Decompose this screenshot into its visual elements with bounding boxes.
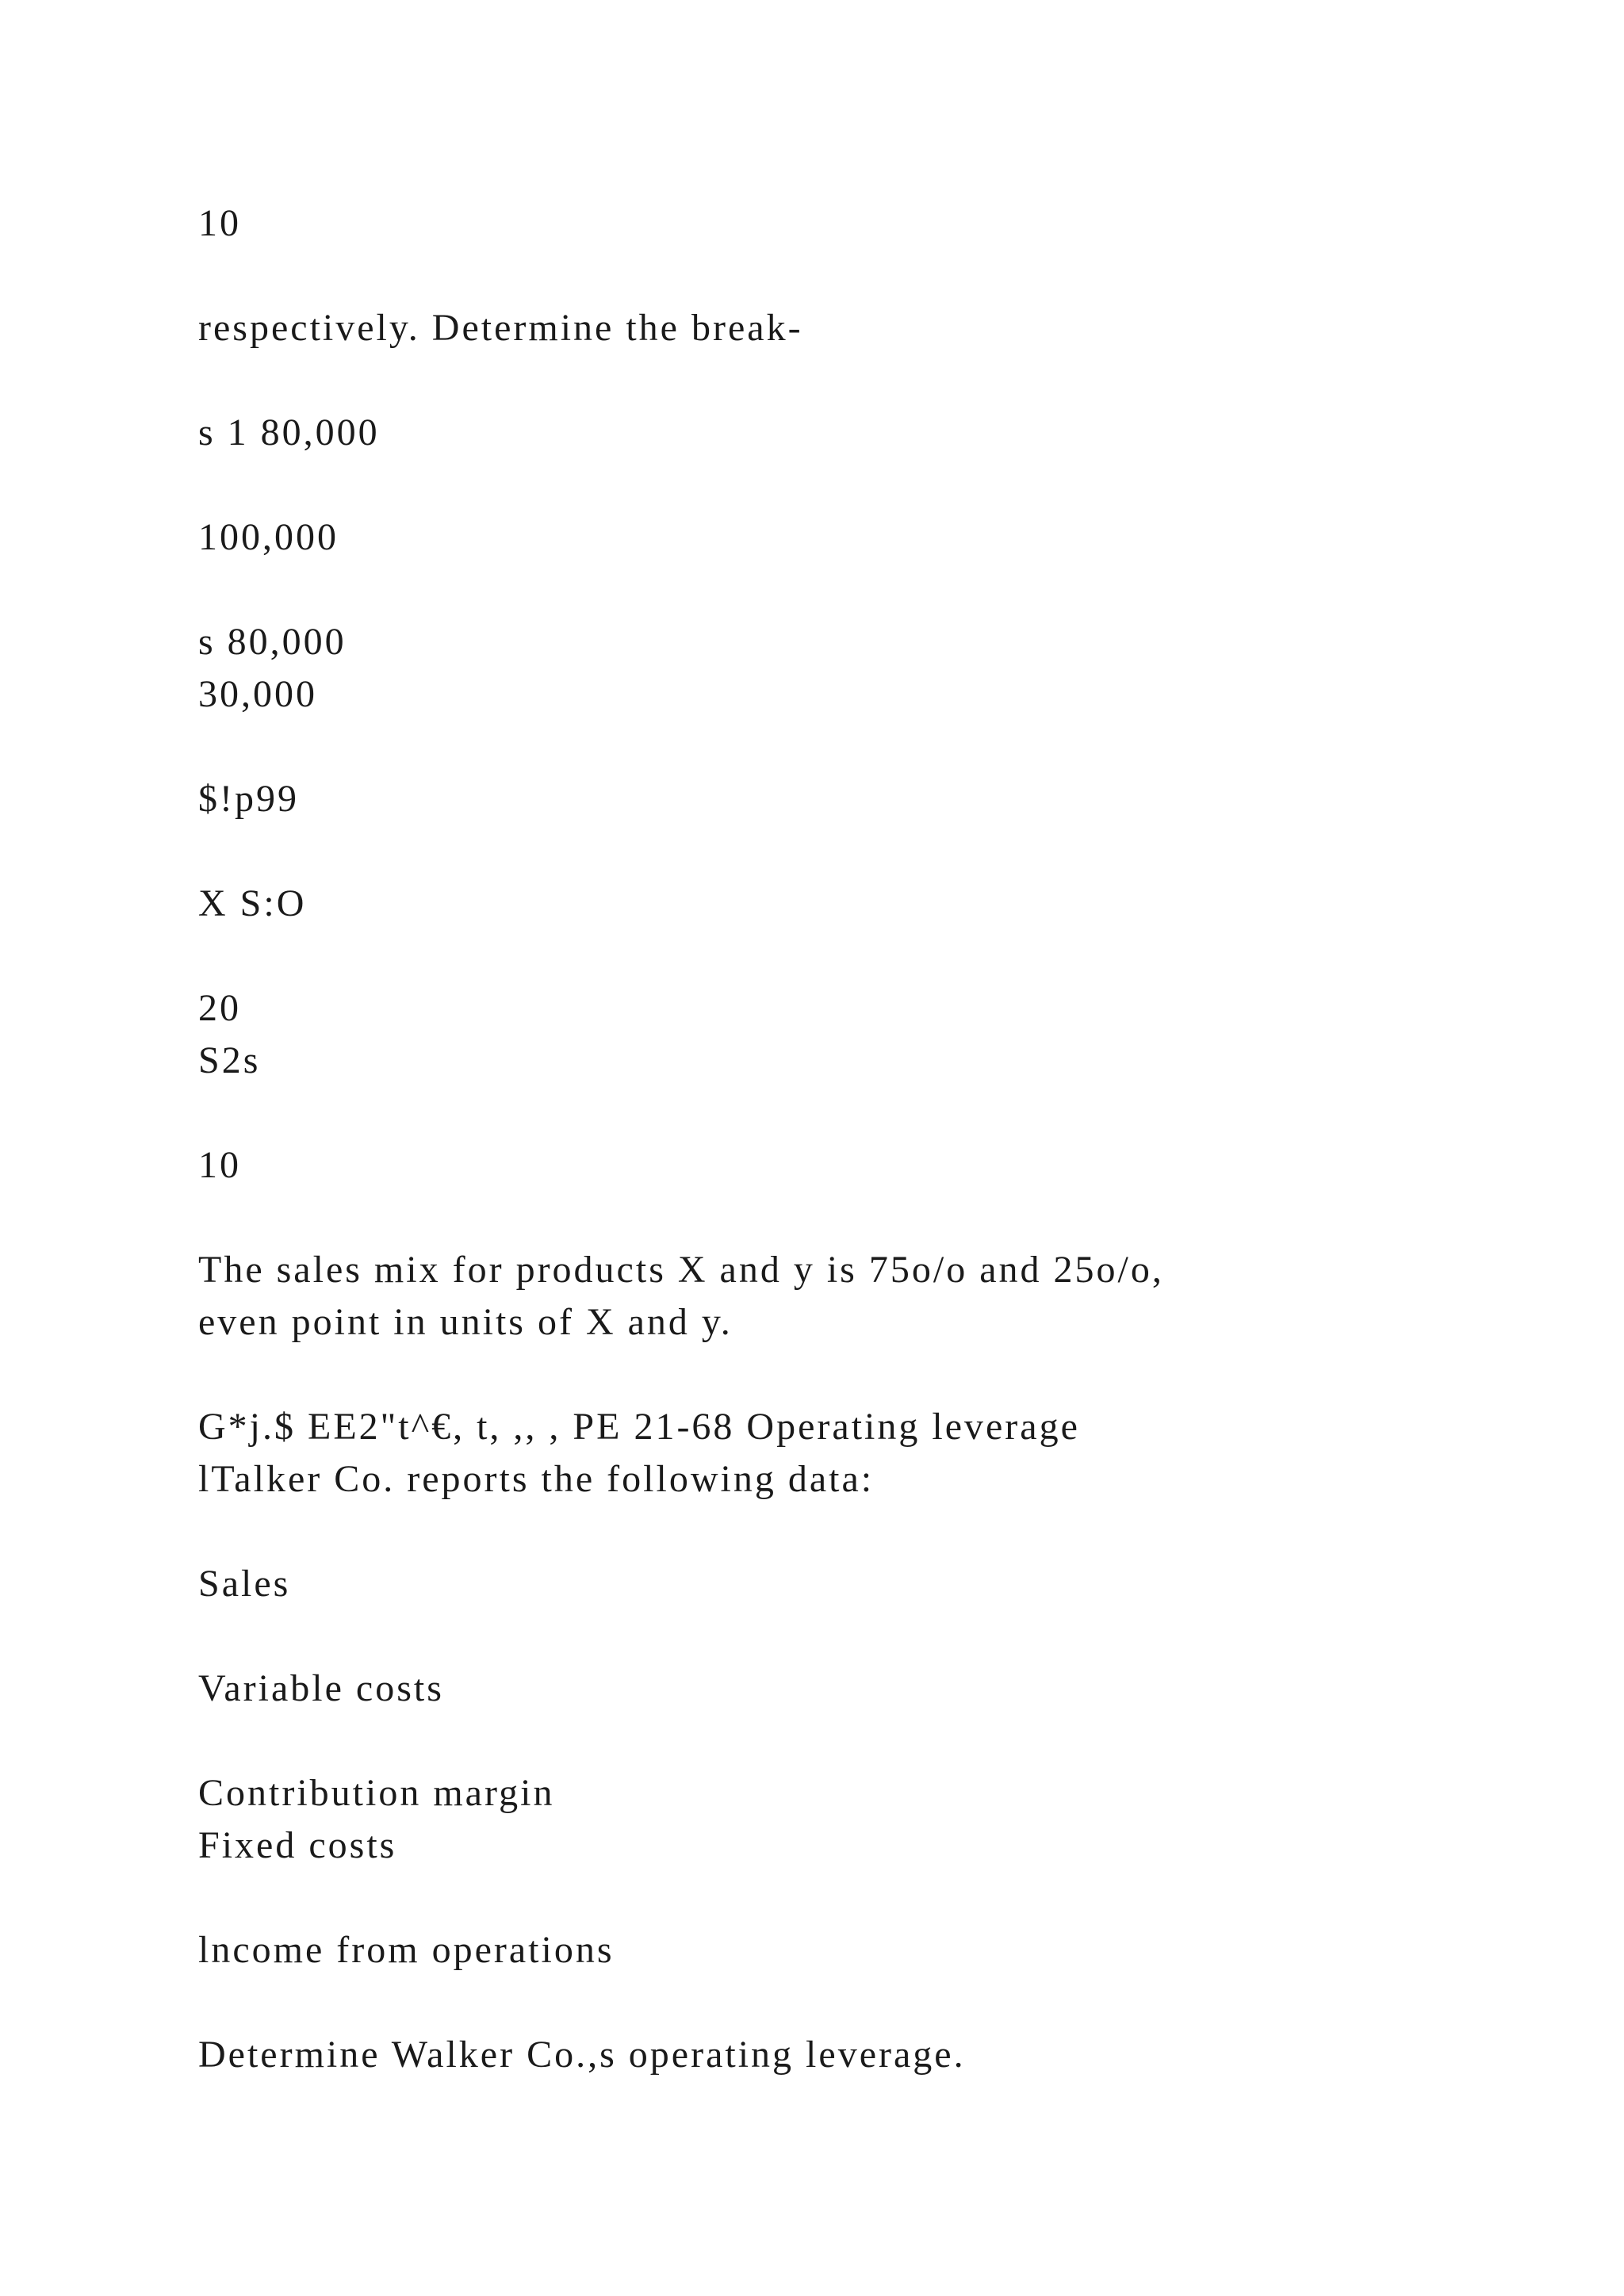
text-line-19: Fixed costs	[198, 1824, 397, 1866]
text-line-3: s 1 80,000	[198, 411, 380, 453]
text-line-14: G*j.$ EE2"t^€, t, ,, , PE 21-68 Operating leverage	[198, 1406, 1080, 1448]
text-line-13: even point in units of X and y.	[198, 1301, 733, 1343]
text-line-9: 20	[198, 987, 241, 1029]
text-line-15: lTalker Co. reports the following data:	[198, 1458, 875, 1500]
text-line-8: X S:O	[198, 882, 307, 924]
text-line-16: Sales	[198, 1563, 291, 1605]
text-line-20: lncome from operations	[198, 1929, 615, 1971]
text-line-1: 10	[198, 202, 241, 244]
text-line-5: s 80,000	[198, 621, 347, 663]
text-line-11: 10	[198, 1144, 241, 1186]
text-line-12: The sales mix for products X and y is 75o/o and 25o/o,	[198, 1249, 1164, 1291]
text-line-2: respectively. Determine the break-	[198, 307, 803, 349]
text-line-6: 30,000	[198, 673, 317, 715]
text-line-18: Contribution margin	[198, 1772, 555, 1814]
text-line-4: 100,000	[198, 516, 339, 558]
text-line-17: Variable costs	[198, 1667, 444, 1709]
text-line-21: Determine Walker Co.,s operating leverage.	[198, 2034, 966, 2076]
text-line-10: S2s	[198, 1039, 261, 1081]
text-line-7: $!p99	[198, 778, 299, 820]
